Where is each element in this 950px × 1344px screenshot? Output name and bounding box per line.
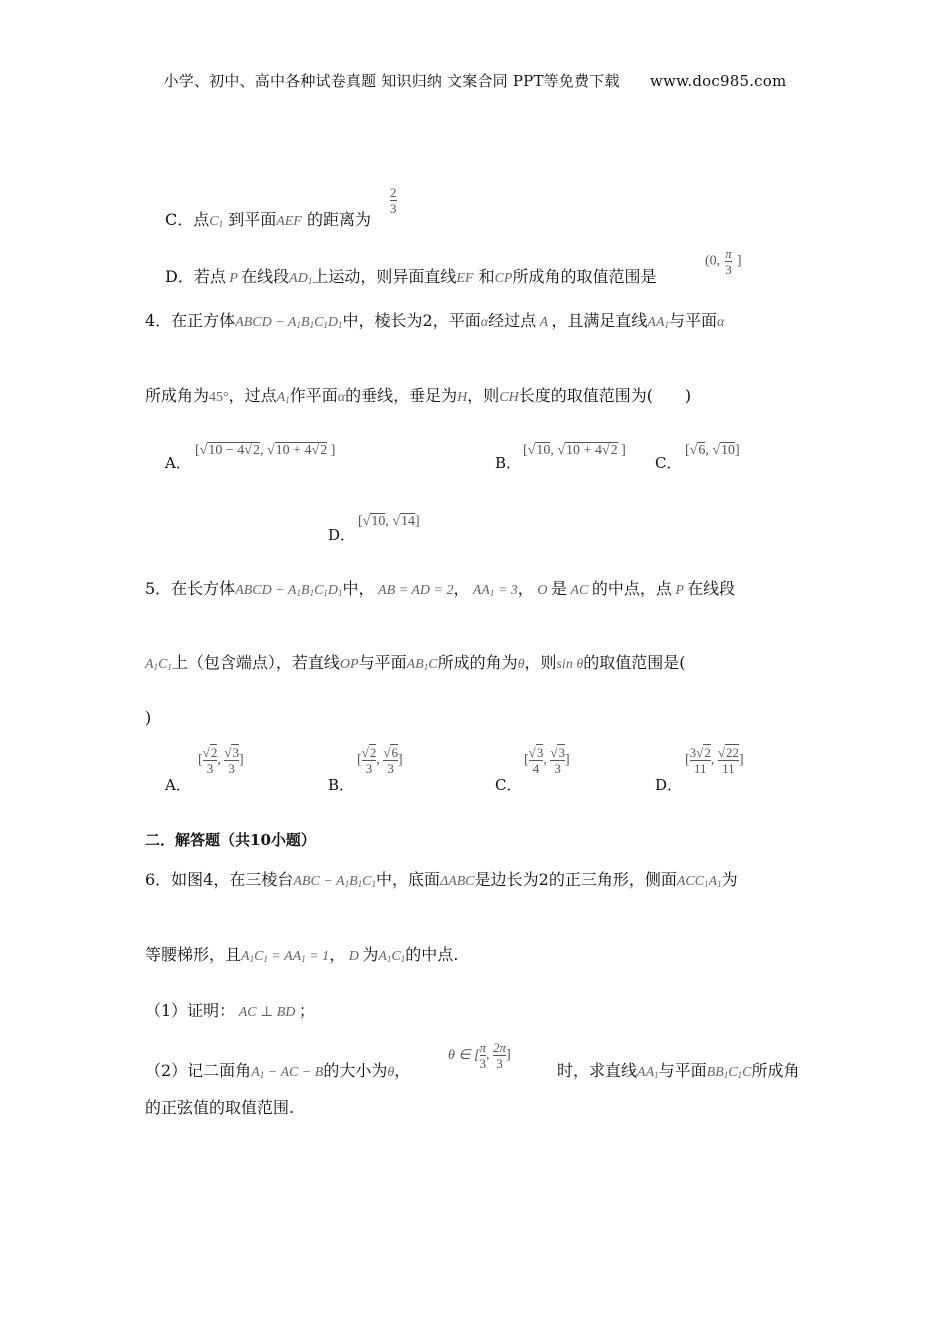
q4-option-d-range: [√10, √14] bbox=[358, 514, 420, 529]
text: 所成角的取值范围是 bbox=[512, 267, 657, 286]
math-dihedral: $A_1$ − AC − B bbox=[251, 1065, 324, 1080]
text: 到平面 bbox=[228, 210, 277, 229]
math-p: P bbox=[225, 271, 242, 286]
math-ch: CH bbox=[499, 390, 519, 405]
math-op: OP bbox=[339, 657, 359, 672]
math-h: H bbox=[457, 390, 468, 405]
math-cp: CP bbox=[494, 271, 513, 286]
text: 中，棱长为2，平面 bbox=[342, 311, 481, 330]
text: ，则 bbox=[524, 653, 557, 672]
math-triangle-abc: ΔABC bbox=[439, 874, 475, 889]
math-45deg: 45° bbox=[209, 390, 229, 405]
math-ab1c: $AB_1C$ bbox=[406, 657, 438, 672]
text: ， bbox=[517, 579, 534, 598]
math-alpha: α bbox=[717, 315, 725, 330]
math-c1: $C_1$ bbox=[209, 214, 224, 229]
math-ac: AC bbox=[566, 583, 592, 598]
text: 时，求直线 bbox=[557, 1061, 638, 1080]
q4-option-c-range: [√6, √10] bbox=[685, 443, 740, 458]
text: 中，底面 bbox=[375, 870, 440, 889]
text: 与平面 bbox=[669, 311, 718, 330]
math-a1c1: $A_1C_1$ bbox=[145, 657, 172, 672]
denominator: 3 bbox=[390, 201, 397, 216]
text: 中， bbox=[342, 579, 375, 598]
text: 上（包含端点），若直线 bbox=[171, 653, 340, 672]
math-ab-ad: AB = AD = 2 bbox=[374, 583, 454, 598]
text: 的取值范围是( bbox=[583, 653, 686, 672]
text: ] bbox=[736, 253, 742, 269]
math-a1: $A_1$ bbox=[276, 390, 290, 405]
math-sin-theta: sin θ bbox=[556, 657, 584, 672]
text: 的距离为 bbox=[306, 210, 371, 229]
text: (0, bbox=[705, 253, 721, 269]
text: 与平面 bbox=[658, 1061, 707, 1080]
math-cube: ABCD − $A_1B_1C_1D_1$ bbox=[235, 315, 343, 330]
q3-option-d bbox=[165, 266, 656, 292]
q5-option-c-range: [ $\frac{√3}{4}$ , $\frac{√3}{3}$ ] bbox=[524, 745, 570, 776]
math-bb1c1c: $BB_1C_1C$ bbox=[706, 1065, 752, 1080]
math-cuboid: ABCD − $A_1B_1C_1D_1$ bbox=[235, 583, 343, 598]
math-a: A bbox=[536, 315, 552, 330]
q4-option-b bbox=[495, 452, 521, 473]
text: 的大小为 bbox=[323, 1061, 388, 1080]
math-d: D bbox=[345, 949, 363, 964]
math-aef: AEF bbox=[276, 214, 302, 229]
fraction-2-3 bbox=[390, 185, 397, 216]
text: ，且满足直线 bbox=[551, 311, 648, 330]
q6-part1 bbox=[145, 1000, 315, 1024]
option-label: B． bbox=[328, 776, 355, 794]
math-o: O bbox=[533, 583, 551, 598]
range-0-pi3 bbox=[705, 246, 742, 277]
option-label: A． bbox=[165, 776, 191, 794]
math-ad1: $AD_1$ bbox=[289, 271, 313, 286]
text: 长度的取值范围为( ) bbox=[518, 386, 692, 405]
q6-part2-cont bbox=[557, 1060, 799, 1086]
q5-option-a-range: [ $\frac{√2}{3}$ , $\frac{√3}{3}$ ] bbox=[198, 745, 244, 776]
page-header: 小学、初中、高中各种试卷真题 知识归纳 文案合同 PPT等免费下载 www.doc985.com bbox=[163, 72, 787, 90]
text: ； bbox=[298, 1001, 315, 1020]
text: ， bbox=[394, 1061, 411, 1080]
option-label: D． bbox=[328, 526, 356, 544]
math-theta: θ bbox=[517, 657, 525, 672]
text: C．点 bbox=[165, 210, 210, 229]
text: 是 bbox=[550, 579, 567, 598]
q6-line1 bbox=[145, 869, 738, 895]
text: 和 bbox=[478, 267, 495, 286]
option-label: C． bbox=[655, 454, 682, 472]
q6-line2 bbox=[145, 944, 458, 970]
option-label: C． bbox=[495, 776, 522, 794]
q6-part2-end: 的正弦值的取值范围. bbox=[145, 1098, 295, 1117]
text: 作平面 bbox=[289, 386, 338, 405]
math-aa1: $AA_1$ bbox=[647, 315, 670, 330]
math-theta: θ bbox=[387, 1065, 395, 1080]
math-acc1a1: $ACC_1A_1$ bbox=[676, 874, 722, 889]
q4-line1 bbox=[145, 310, 724, 336]
text: 与平面 bbox=[358, 653, 407, 672]
math-ac-perp-bd: AC ⊥ BD bbox=[235, 1005, 299, 1020]
text: 在线段 bbox=[241, 267, 290, 286]
math-aa1: $AA_1 = 3$ bbox=[469, 583, 518, 598]
numerator: 2 bbox=[390, 185, 397, 200]
text: （1）证明： bbox=[145, 1001, 236, 1020]
text: （2）记二面角 bbox=[145, 1061, 252, 1080]
math-ef: EF bbox=[456, 271, 474, 286]
q5-option-a bbox=[165, 774, 191, 795]
option-label: B． bbox=[495, 454, 522, 472]
q6-part2 bbox=[145, 1060, 410, 1086]
text: 所成角 bbox=[751, 1061, 800, 1080]
q4-line2 bbox=[145, 385, 691, 411]
q5-option-d-range: [ $\frac{3√2}{11}$ , $\frac{√22}{11}$ ] bbox=[685, 745, 744, 776]
q4-option-c bbox=[655, 452, 681, 473]
numerator: π bbox=[725, 246, 732, 261]
q5-line3: ) bbox=[145, 708, 152, 727]
text: ，过点 bbox=[228, 386, 277, 405]
q3-option-c bbox=[165, 209, 371, 235]
q5-option-c bbox=[495, 774, 521, 795]
option-label: D． bbox=[655, 776, 683, 794]
q5-option-d bbox=[655, 774, 682, 795]
text: ， bbox=[453, 579, 470, 598]
text: 在线段 bbox=[687, 579, 736, 598]
text: ，则 bbox=[467, 386, 500, 405]
text: 上运动，则异面直线 bbox=[312, 267, 457, 286]
q5-line2 bbox=[145, 652, 685, 678]
text: 等腰梯形，且 bbox=[145, 945, 242, 964]
text: 是边长为2的正三角形，侧面 bbox=[474, 870, 677, 889]
q5-line1 bbox=[145, 578, 735, 604]
text: 5．在长方体 bbox=[145, 579, 236, 598]
text: 经过点 bbox=[488, 311, 537, 330]
denominator: 3 bbox=[725, 262, 732, 277]
fraction-pi-3 bbox=[725, 246, 732, 277]
text: 为 bbox=[721, 870, 738, 889]
text: 的中点. bbox=[405, 945, 459, 964]
option-label: A． bbox=[165, 454, 191, 472]
math-a1c1-aa1: $A_1C_1 = AA_1 = 1$ bbox=[241, 949, 330, 964]
section-title: 二．解答题（共10小题） bbox=[145, 831, 316, 849]
q4-option-a-range: [√10 − 4√2, √10 + 4√2 ] bbox=[195, 443, 336, 458]
math-aa1: $AA_1$ bbox=[637, 1065, 659, 1080]
math-alpha: α bbox=[337, 390, 346, 405]
q4-option-a bbox=[165, 452, 191, 473]
math-a1c1: $A_1C_1$ bbox=[378, 949, 406, 964]
text: 4．在正方体 bbox=[145, 311, 236, 330]
text: 6．如图4，在三棱台 bbox=[145, 870, 294, 889]
text: 的中点，点 bbox=[591, 579, 672, 598]
math-p: P bbox=[671, 583, 688, 598]
math-alpha: α bbox=[480, 315, 489, 330]
text: 为 bbox=[362, 945, 379, 964]
text: ， bbox=[329, 945, 346, 964]
q5-option-b-range: [ $\frac{√2}{3}$ , $\frac{√6}{3}$ ] bbox=[357, 745, 403, 776]
q5-option-b bbox=[328, 774, 354, 795]
q4-option-b-range: [√10, √10 + 4√2 ] bbox=[523, 443, 626, 458]
theta-range: θ ∈ [ $\frac{\pi}{3}$ , $\frac{2\pi}{3}$ ] bbox=[448, 1040, 511, 1071]
text: 所成的角为 bbox=[437, 653, 518, 672]
q4-option-d bbox=[328, 524, 355, 545]
math-frustum: ABC − $A_1B_1C_1$ bbox=[293, 874, 376, 889]
text: 所成角为 bbox=[145, 386, 210, 405]
text: D．若点 bbox=[165, 267, 226, 286]
text: 的垂线，垂足为 bbox=[345, 386, 458, 405]
